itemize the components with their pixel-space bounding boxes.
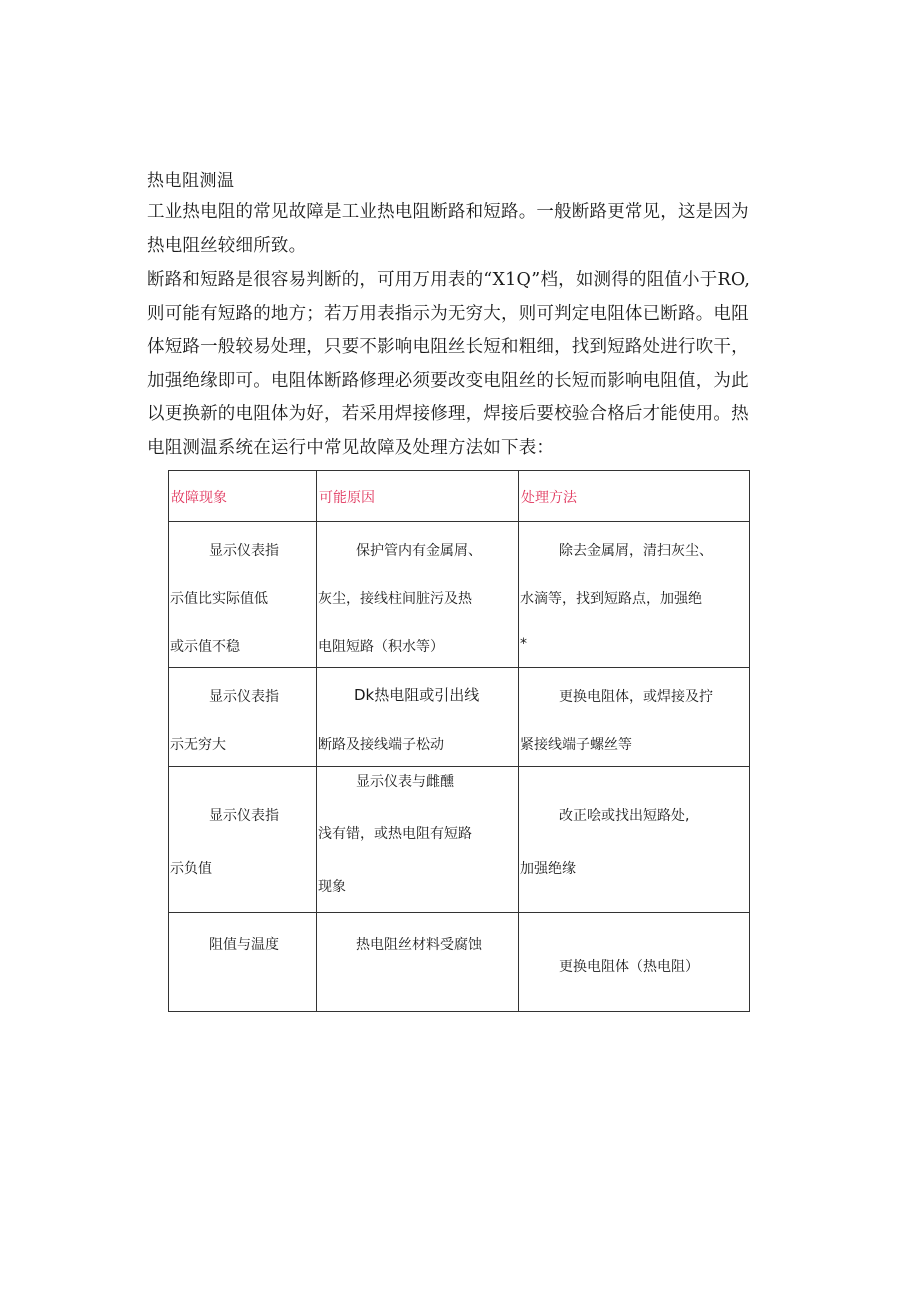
header-cell-cause: 可能原因 [317,471,519,522]
paragraph-line: 工业热电阻的常见故障是工业热电阻断路和短路。一般断路更常见，这是因为 [147,202,749,222]
table-row [169,913,750,1012]
paragraph-line: 以更换新的电阻体为好，若采用焊接修理，焊接后要校验合格后才能使用。热 [147,404,749,424]
remedy-cell: 更换电阻体，或焊接及拧 紧接线端子螺丝等 [519,668,750,767]
paragraph-line: 断路和短路是很容易判断的，可用万用表的“X1Q”档，如测得的阻值小于RO, [147,270,751,290]
table-row [169,522,750,668]
remedy-cell: 改正哙或找出短路处, 加强绝缘 [519,767,750,913]
paragraph-line: 体短路一般较易处理，只要不影响电阻丝长短和粗细，找到短路处进行吹干， [147,337,749,357]
cause-cell: Dk热电阻或引出线 断路及接线端子松动 [317,668,519,767]
table-row [169,767,750,913]
symptom-cell: 显示仪表指 示值比实际值低 或示值不稳 [169,522,317,668]
document-title: 热电阻测温 [147,171,235,191]
paragraph-line: 电阻测温系统在运行中常见故障及处理方法如下表： [147,437,555,458]
table-header-row [169,471,750,522]
fault-table [168,470,750,1012]
header-cell-symptom: 故障现象 [169,471,317,522]
paragraph-intro [147,196,775,263]
symptom-cell: 阻值与温度 [169,913,317,1012]
paragraph-line: 则可能有短路的地方；若万用表指示为无穷大，则可判定电阻体已断路。电阻 [147,303,749,324]
header-cell-remedy: 处理方法 [519,471,750,522]
cause-cell: 显示仪表与雌醺 浅有错，或热电阻有短路 现象 [317,767,519,913]
remedy-cell: 更换电阻体（热电阻） [519,913,750,1012]
remedy-cell: 除去金属屑，清扫灰尘、 水滴等，找到短路点，加强绝 * [519,522,750,668]
paragraph-line: 热电阻丝较细所致。 [147,235,307,256]
paragraph-line: 加强绝缘即可。电阻体断路修理必须要改变电阻丝的长短而影响电阻值，为此 [147,370,749,391]
table-row [169,668,750,767]
cause-cell: 热电阻丝材料受腐蚀 [317,913,519,1012]
symptom-cell: 显示仪表指 示负值 [169,767,317,913]
cause-cell: 保护管内有金属屑、 灰尘，接线柱间脏污及热 电阻短路（积水等） [317,522,519,668]
symptom-cell: 显示仪表指 示无穷大 [169,668,317,767]
paragraph-diagnosis [147,264,775,465]
